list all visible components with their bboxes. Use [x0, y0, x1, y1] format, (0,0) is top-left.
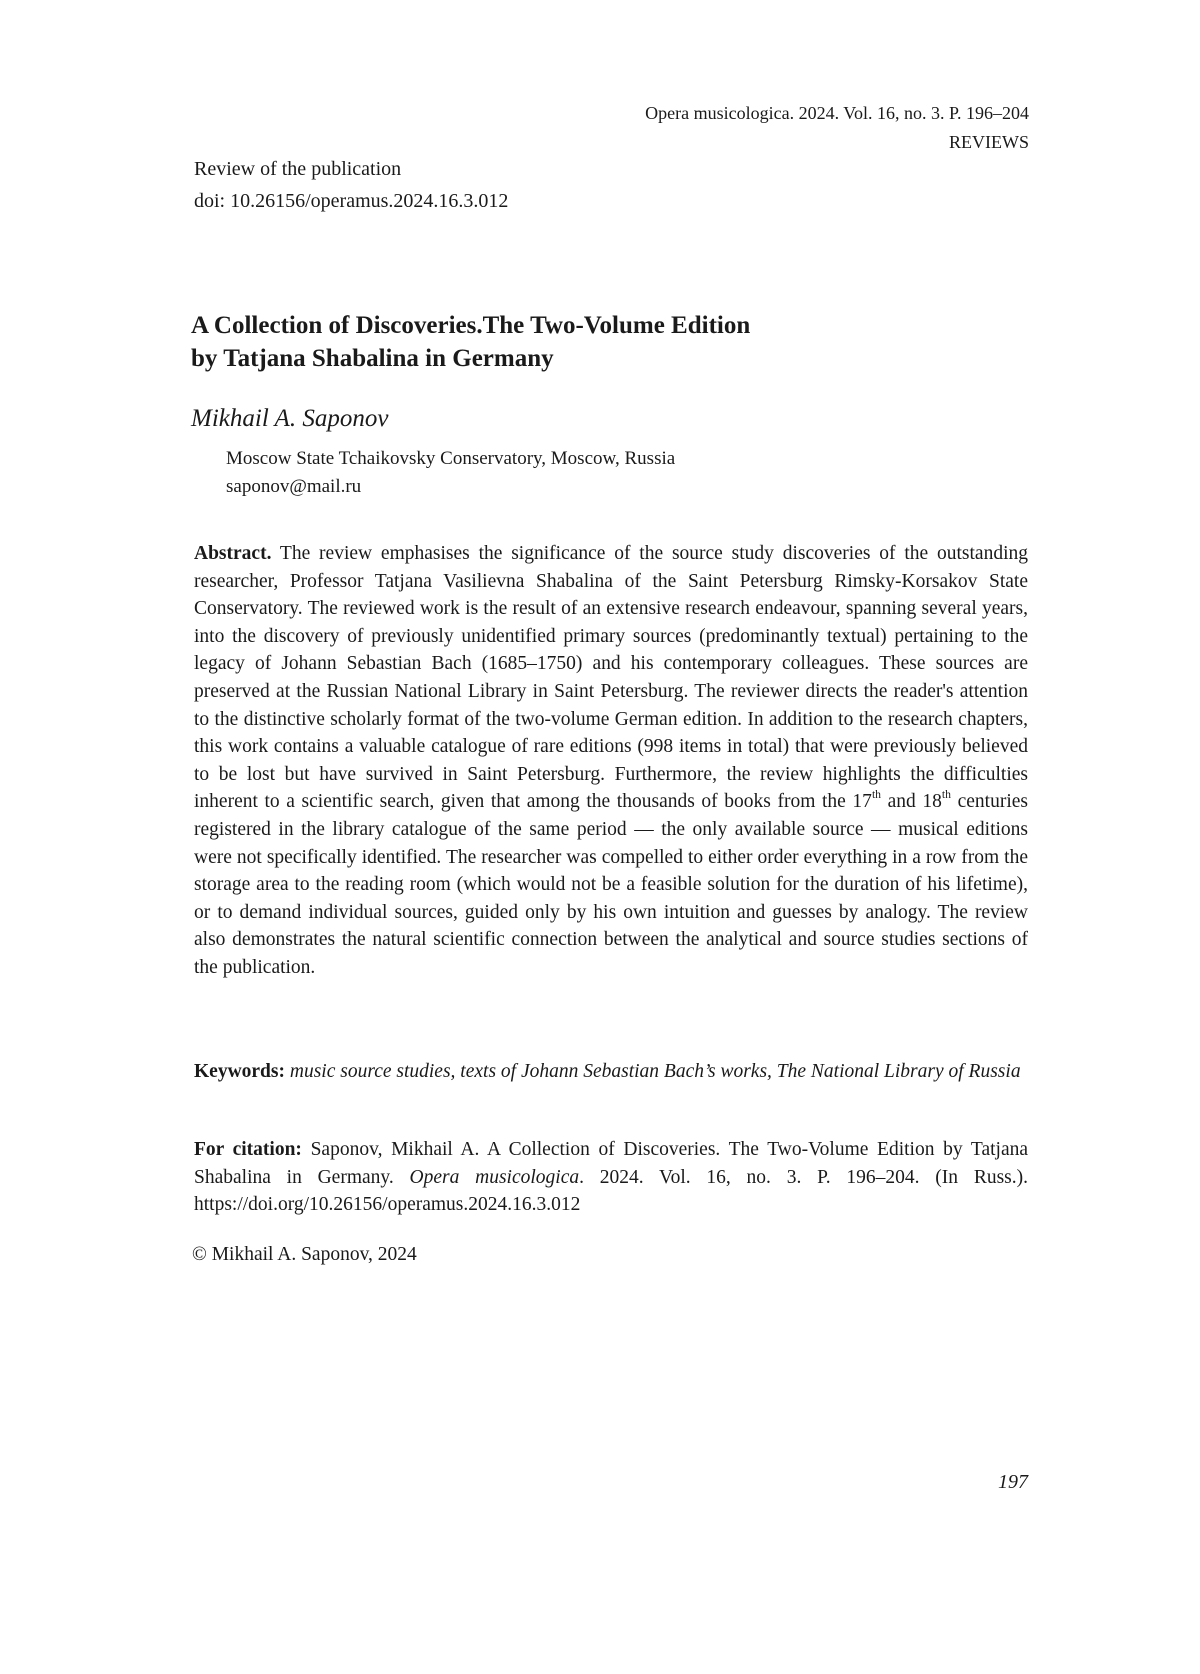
citation-label: For citation:	[194, 1139, 302, 1160]
doi: doi: 10.26156/operamus.2024.16.3.012	[194, 190, 509, 212]
copyright: © Mikhail A. Saponov, 2024	[192, 1244, 417, 1265]
citation-text-2: . 2024. Vol. 16, no. 3. P. 196–204. (In Russ.). https://doi.org/10.26156/operamus.2024.16.3.012	[194, 1166, 1028, 1216]
author-email: saponov@mail.ru	[226, 476, 362, 497]
keywords-label: Keywords:	[194, 1061, 285, 1082]
keywords-text: music source studies, texts of Johann Sebastian Bach’s works, The National Library of Russia	[285, 1061, 1021, 1082]
keywords	[194, 1058, 1028, 1086]
superscript-th-1: th	[871, 788, 882, 802]
article-title	[191, 309, 951, 375]
affiliation: Moscow State Tchaikovsky Conservatory, Moscow, Russia	[226, 448, 676, 469]
running-head	[645, 99, 1029, 157]
publication-info	[194, 153, 508, 217]
publication-type: Review of the publication	[194, 158, 402, 180]
abstract-text-3: centuries registered in the library catalogue of the same period — the only available source — musical editions were not specifically identified. The researcher was compelled to either order everything in a row from the storage area to the reading room (which would not be a feasible solution for the duration of his lifetime), or to demand individual sources, guided only by his own intuition and guesses by analogy. The review also demonstrates the natural scientific connection between the analytical and source studies sections of the publication.	[194, 791, 1029, 978]
abstract-label: Abstract.	[194, 543, 272, 564]
abstract-text-2: and 18	[881, 791, 942, 813]
citation	[194, 1136, 1028, 1219]
page-number: 197	[998, 1471, 1028, 1493]
abstract	[194, 540, 1028, 982]
title-line-1: A Collection of Discoveries.The Two-Volume Edition	[191, 312, 751, 339]
section-label: REVIEWS	[949, 132, 1029, 152]
author-name: Mikhail A. Saponov	[191, 405, 389, 432]
abstract-text-1: The review emphasises the significance of the source study discoveries of the outstanding researcher, Professor Tatjana Vasilievna Shabalina of the Saint Petersburg Rimsky-Korsakov State Conservatory. The reviewed work is the result of an extensive research endeavour, spanning several years, into the discovery of previously unidentified primary sources (predominantly textual) pertaining to the legacy of Johann Sebastian Bach (1685–1750) and his contemporary colleagues. These sources are preserved at the Russian National Library in Saint Petersburg. The reviewer directs the reader's attention to the distinctive scholarly format of the two-volume German edition. In addition to the research chapters, this work contains a valuable catalogue of rare editions (998 items in total) that were previously believed to be lost but have survived in Saint Petersburg. Furthermore, the review highlights the difficulties inherent to a scientific search, given that among the thousands of books from the 17	[194, 543, 1028, 813]
title-line-2: by Tatjana Shabalina in Germany	[191, 345, 554, 372]
citation-journal: Opera musicologica	[409, 1166, 580, 1188]
author-affiliation-block	[226, 445, 675, 501]
journal-citation-line: Opera musicologica. 2024. Vol. 16, no. 3. P. 196–204	[645, 103, 1029, 123]
citation-text-1: Saponov, Mikhail A. A Collection of Discoveries. The Two-Volume Edition by Tatjana Shabalina in Germany.	[194, 1139, 1028, 1188]
superscript-th-2: th	[941, 788, 952, 802]
